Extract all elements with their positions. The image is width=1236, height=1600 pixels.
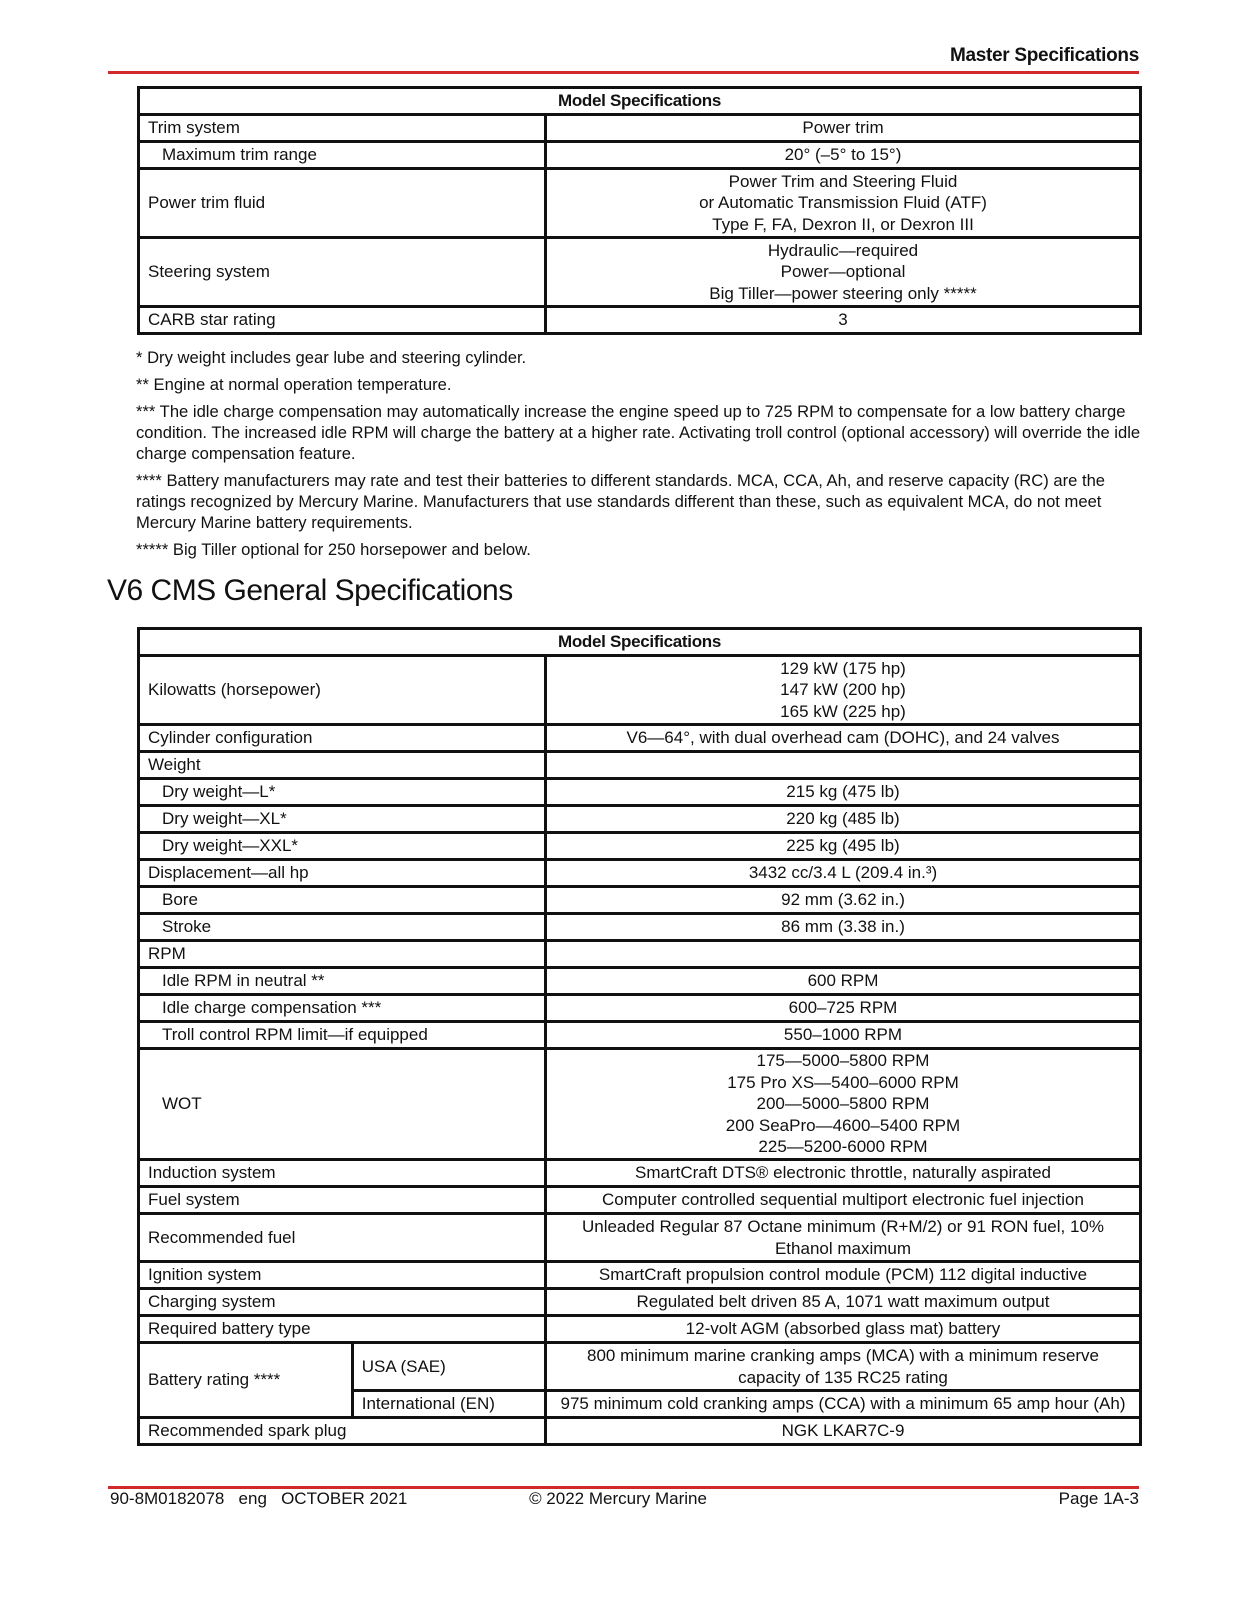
- spec-value: 600 RPM: [546, 968, 1141, 995]
- spec-value: SmartCraft propulsion control module (PCM) 112 digital inductive: [546, 1262, 1141, 1289]
- table-row: [139, 752, 1141, 779]
- spec-label: Maximum trim range: [139, 142, 546, 169]
- spec-label: Idle charge compensation ***: [139, 995, 546, 1022]
- spec-value: 550–1000 RPM: [546, 1022, 1141, 1049]
- spec-label: Steering system: [139, 238, 546, 307]
- spec-value: [546, 752, 1141, 779]
- spec-label: Ignition system: [139, 1262, 546, 1289]
- battery-rating-label: Battery rating ****: [139, 1343, 353, 1418]
- footnote: ***** Big Tiller optional for 250 horsepower and below.: [136, 540, 531, 559]
- table-row: [139, 1049, 1141, 1160]
- table-heading: Model Specifications: [139, 629, 1141, 656]
- battery-usa-value: 800 minimum marine cranking amps (MCA) with a minimum reserve capacity of 135 RC25 rating: [546, 1343, 1141, 1391]
- spec-label: RPM: [139, 941, 546, 968]
- spec-label: Troll control RPM limit—if equipped: [139, 1022, 546, 1049]
- page-number: Page 1A-3: [1058, 1489, 1139, 1508]
- table-row: [139, 656, 1141, 725]
- spec-value: 92 mm (3.62 in.): [546, 887, 1141, 914]
- spec-value: 3432 cc/3.4 L (209.4 in.³): [546, 860, 1141, 887]
- table-row: [139, 887, 1141, 914]
- spec-value: Power Trim and Steering Fluid or Automatic Transmission Fluid (ATF) Type F, FA, Dexron II, or Dexron III: [546, 169, 1141, 238]
- header-rule: [108, 71, 1139, 74]
- spec-value: Hydraulic—required Power—optional Big Tiller—power steering only *****: [546, 238, 1141, 307]
- footnote: *** The idle charge compensation may automatically increase the engine speed up to 725 RPM to compensate for a low battery charge condition. The increased idle RPM will charge the battery at a higher rate. Activating troll control (optional accessory) will override the idle charge compensation feature.: [136, 402, 1141, 463]
- spec-label: WOT: [139, 1049, 546, 1160]
- table-heading: Model Specifications: [139, 88, 1141, 115]
- table-row: [139, 1160, 1141, 1187]
- table-row: [139, 806, 1141, 833]
- spec-value: Computer controlled sequential multiport electronic fuel injection: [546, 1187, 1141, 1214]
- table-row: [139, 725, 1141, 752]
- spec-label: Cylinder configuration: [139, 725, 546, 752]
- spec-label: Idle RPM in neutral **: [139, 968, 546, 995]
- spec-value: Regulated belt driven 85 A, 1071 watt maximum output: [546, 1289, 1141, 1316]
- table-row: [139, 1343, 1141, 1391]
- spec-label: Trim system: [139, 115, 546, 142]
- table-row: [139, 968, 1141, 995]
- table-row: [139, 169, 1141, 238]
- table-row: [139, 1187, 1141, 1214]
- spec-label: Dry weight—XL*: [139, 806, 546, 833]
- spec-label: Dry weight—XXL*: [139, 833, 546, 860]
- table-row: [139, 833, 1141, 860]
- copyright: © 2022 Mercury Marine: [529, 1489, 707, 1508]
- table-row: [139, 860, 1141, 887]
- spec-value: 600–725 RPM: [546, 995, 1141, 1022]
- table-row: [139, 1289, 1141, 1316]
- table-row: [139, 779, 1141, 806]
- spec-value: Unleaded Regular 87 Octane minimum (R+M/2) or 91 RON fuel, 10% Ethanol maximum: [546, 1214, 1141, 1262]
- spec-label: Power trim fluid: [139, 169, 546, 238]
- table-row: [139, 307, 1141, 334]
- spec-value: 175—5000–5800 RPM 175 Pro XS—5400–6000 RPM 200—5000–5800 RPM 200 SeaPro—4600–5400 RPM 225—5200-6000 RPM: [546, 1049, 1141, 1160]
- spec-value: 215 kg (475 lb): [546, 779, 1141, 806]
- spec-value: 12-volt AGM (absorbed glass mat) battery: [546, 1316, 1141, 1343]
- spec-label: Kilowatts (horsepower): [139, 656, 546, 725]
- section-title: V6 CMS General Specifications: [107, 574, 513, 607]
- spec-label: Induction system: [139, 1160, 546, 1187]
- table-row: [139, 115, 1141, 142]
- spec-label: Fuel system: [139, 1187, 546, 1214]
- table-row: [139, 142, 1141, 169]
- page-header-title: Master Specifications: [949, 45, 1139, 66]
- spec-value: [546, 941, 1141, 968]
- spec-value: 225 kg (495 lb): [546, 833, 1141, 860]
- spec-label: Dry weight—L*: [139, 779, 546, 806]
- table-row: [139, 1418, 1141, 1445]
- spec-value: 129 kW (175 hp) 147 kW (200 hp) 165 kW (225 hp): [546, 656, 1141, 725]
- spec-label: Recommended fuel: [139, 1214, 546, 1262]
- spec-label: Weight: [139, 752, 546, 779]
- battery-intl-label: International (EN): [352, 1391, 545, 1418]
- spec-value: 3: [546, 307, 1141, 334]
- general-specs-table: [137, 627, 1142, 1446]
- spec-label: Charging system: [139, 1289, 546, 1316]
- battery-intl-value: 975 minimum cold cranking amps (CCA) with a minimum 65 amp hour (Ah): [546, 1391, 1141, 1418]
- spec-value: V6—64°, with dual overhead cam (DOHC), and 24 valves: [546, 725, 1141, 752]
- table-row: [139, 941, 1141, 968]
- battery-usa-label: USA (SAE): [352, 1343, 545, 1391]
- trim-specs-table: [137, 86, 1142, 335]
- table-row: [139, 238, 1141, 307]
- footnote: * Dry weight includes gear lube and steering cylinder.: [136, 348, 527, 367]
- document-number: 90-8M0182078 eng OCTOBER 2021: [110, 1489, 408, 1508]
- table-row: [139, 995, 1141, 1022]
- spec-value: 20° (–5° to 15°): [546, 142, 1141, 169]
- table-row: [139, 1262, 1141, 1289]
- footnote: **** Battery manufacturers may rate and test their batteries to different standards. MCA, CCA, Ah, and reserve capacity (RC) are the ratings recognized by Mercury Marine. Manufacturers that use standards different than these, such as equivalent MCA, do not meet Mercury Marine battery requirements.: [136, 471, 1106, 532]
- table-row: [139, 1214, 1141, 1262]
- footnotes: [136, 347, 1144, 566]
- spec-value: SmartCraft DTS® electronic throttle, naturally aspirated: [546, 1160, 1141, 1187]
- spec-label: Required battery type: [139, 1316, 546, 1343]
- spec-value: 86 mm (3.38 in.): [546, 914, 1141, 941]
- table-row: [139, 914, 1141, 941]
- spec-label: CARB star rating: [139, 307, 546, 334]
- spec-label: Bore: [139, 887, 546, 914]
- spec-value: 220 kg (485 lb): [546, 806, 1141, 833]
- table-row: [139, 1316, 1141, 1343]
- spec-label: Stroke: [139, 914, 546, 941]
- spec-value: Power trim: [546, 115, 1141, 142]
- spark-plug-label: Recommended spark plug: [139, 1418, 546, 1445]
- footnote: ** Engine at normal operation temperature.: [136, 375, 452, 394]
- spec-label: Displacement—all hp: [139, 860, 546, 887]
- table-row: [139, 1022, 1141, 1049]
- spark-plug-value: NGK LKAR7C-9: [546, 1418, 1141, 1445]
